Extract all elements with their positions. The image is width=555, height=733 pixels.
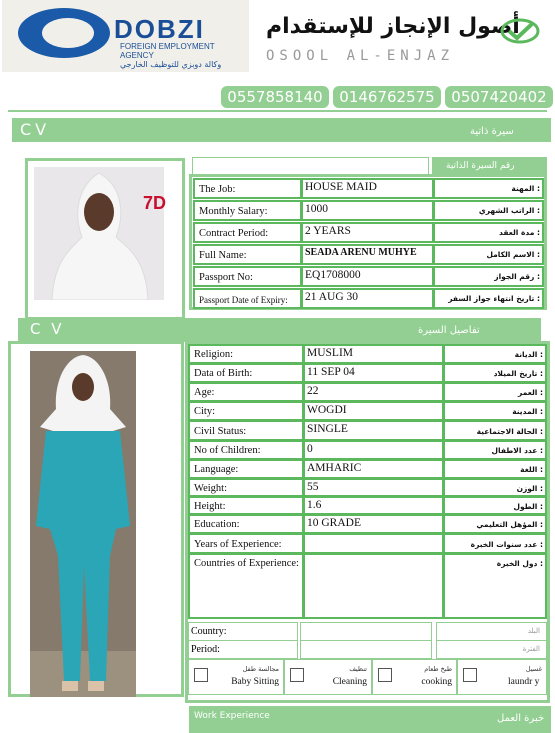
detail-label-cell: Height: <box>188 496 304 515</box>
job-arabic-cell: الراتب الشهري : <box>433 200 544 221</box>
countries-of-experience-value[interactable] <box>303 553 444 619</box>
work-experience-right: خبرة العمل <box>497 713 545 724</box>
job-value-field[interactable]: 1000 <box>301 200 434 221</box>
work-experience-left: Work Experience <box>194 711 270 721</box>
detail-arabic-cell: الديانة : <box>443 344 547 364</box>
detail-label-cell: City: <box>188 401 304 421</box>
portrait-photo <box>34 167 167 300</box>
skill-arabic-label: مجالسة طفل <box>242 665 279 673</box>
detail-value-field[interactable]: MUSLIM <box>303 344 444 364</box>
job-value-field[interactable]: 2 YEARS <box>301 222 434 243</box>
cv-title-right: سيرة ذاتية <box>470 126 514 137</box>
full-body-photo <box>30 351 136 697</box>
detail-label-cell: Language: <box>188 459 304 479</box>
job-value-field[interactable]: SEADA ARENU MUHYE <box>301 244 434 265</box>
detail-value-field[interactable]: 55 <box>303 478 444 497</box>
job-arabic-cell: المهنة : <box>433 178 544 199</box>
job-label-cell: Monthly Salary: <box>193 200 302 221</box>
detail-value-field[interactable]: WOGDI <box>303 401 444 421</box>
osool-arabic-title: أصول الإنجاز للإستقدام <box>266 14 520 39</box>
detail-value-field[interactable]: 22 <box>303 382 444 402</box>
detail-arabic-cell: الوزن : <box>443 478 547 497</box>
skill-cell <box>457 659 547 695</box>
detail-arabic-cell: عدد سنوات الخبرة : <box>443 533 547 554</box>
dobzi-d-mark-inner <box>42 18 94 48</box>
countries-of-experience-arabic-cell: دول الخبرة : <box>443 553 547 619</box>
detail-value-field[interactable]: 10 GRADE <box>303 514 444 534</box>
detail-label-cell: Education: <box>188 514 304 534</box>
portrait-illustration-icon <box>34 167 167 300</box>
details-title-left: C V <box>30 320 65 338</box>
skill-checkbox[interactable] <box>378 668 392 682</box>
detail-value-field[interactable] <box>303 533 444 554</box>
detail-arabic-cell: تاريخ الميلاد : <box>443 363 547 383</box>
job-arabic-cell: الاسم الكامل : <box>433 244 544 265</box>
job-label-cell: Contract Period: <box>193 222 302 243</box>
detail-label-cell: Religion: <box>188 344 304 364</box>
job-label-cell: Passport Date of Expiry: <box>193 288 302 309</box>
detail-value-field[interactable]: AMHARIC <box>303 459 444 479</box>
countries-of-experience-label-cell: Countries of Experience: <box>188 553 304 619</box>
detail-arabic-cell: الحالة الاجتماعية : <box>443 420 547 441</box>
phone-3[interactable]: 0507420402 <box>445 86 553 108</box>
detail-arabic-cell: المدينة : <box>443 401 547 421</box>
country-label: Country: <box>188 622 298 641</box>
detail-value-field[interactable]: 0 <box>303 440 444 460</box>
dobzi-brand-text: DOBZI <box>114 14 205 44</box>
osool-english-title: OSOOL AL-ENJAZ <box>266 48 455 64</box>
phone-1[interactable]: 0557858140 <box>221 86 329 108</box>
skill-arabic-label: تنظيف <box>349 665 367 673</box>
detail-value-field[interactable]: 11 SEP 04 <box>303 363 444 383</box>
detail-label-cell: No of Children: <box>188 440 304 460</box>
job-label-cell: Full Name: <box>193 244 302 265</box>
dobzi-logo <box>2 0 249 72</box>
skill-cell <box>188 659 284 695</box>
job-value-field[interactable]: EQ1708000 <box>301 266 434 287</box>
cv-number-label: رقم السيرة الذاتية <box>446 161 515 171</box>
skill-checkbox[interactable] <box>194 668 208 682</box>
job-label-cell: Passport No: <box>193 266 302 287</box>
skill-label: cooking <box>421 677 452 687</box>
period-label: Period: <box>188 640 298 659</box>
country-value-1[interactable] <box>300 622 432 641</box>
skill-label: laundr y <box>508 677 540 687</box>
checkmark-logo-icon <box>500 18 540 44</box>
skill-arabic-label: طبخ طعام <box>424 665 452 673</box>
detail-value-field[interactable]: 1.6 <box>303 496 444 515</box>
detail-value-field[interactable]: SINGLE <box>303 420 444 441</box>
period-arabic: الفترة <box>436 640 547 659</box>
country-arabic: البلد <box>436 622 547 641</box>
detail-arabic-cell: اللغة : <box>443 459 547 479</box>
phone-2[interactable]: 0146762575 <box>333 86 441 108</box>
detail-arabic-cell: العمر : <box>443 382 547 402</box>
header-divider <box>8 110 547 112</box>
period-value-1[interactable] <box>300 640 432 659</box>
detail-label-cell: Data of Birth: <box>188 363 304 383</box>
skill-checkbox[interactable] <box>290 668 304 682</box>
dobzi-arabic: وكالة دوبزي للتوظيف الخارجي <box>120 60 222 69</box>
detail-arabic-cell: الطول : <box>443 496 547 515</box>
job-label-cell: The Job: <box>193 178 302 199</box>
detail-arabic-cell: عدد الاطفال : <box>443 440 547 460</box>
skill-checkbox[interactable] <box>463 668 477 682</box>
dobzi-subtitle: FOREIGN EMPLOYMENT AGENCY <box>120 42 215 60</box>
full-body-illustration-icon <box>30 351 136 697</box>
skill-label: Baby Sitting <box>231 677 279 687</box>
job-value-field[interactable]: HOUSE MAID <box>301 178 434 199</box>
skill-cell <box>284 659 372 695</box>
skill-arabic-label: غسيل <box>525 665 542 673</box>
job-arabic-cell: مدة العقد : <box>433 222 544 243</box>
detail-label-cell: Civil Status: <box>188 420 304 441</box>
detail-label-cell: Years of Experience: <box>188 533 304 554</box>
job-arabic-cell: رقم الجواز : <box>433 266 544 287</box>
detail-arabic-cell: المؤهل التعليمي : <box>443 514 547 534</box>
detail-label-cell: Weight: <box>188 478 304 497</box>
skill-cell <box>372 659 457 695</box>
job-value-field[interactable]: 21 AUG 30 <box>301 288 434 309</box>
details-title-right: تفاصيل السيرة <box>418 325 480 336</box>
detail-label-cell: Age: <box>188 382 304 402</box>
cv-title-left: CV <box>20 120 51 139</box>
candidate-code: 7D <box>143 193 167 213</box>
skill-label: Cleaning <box>332 677 367 687</box>
job-arabic-cell: تاريخ انتهاء جواز السفر : <box>433 288 544 309</box>
